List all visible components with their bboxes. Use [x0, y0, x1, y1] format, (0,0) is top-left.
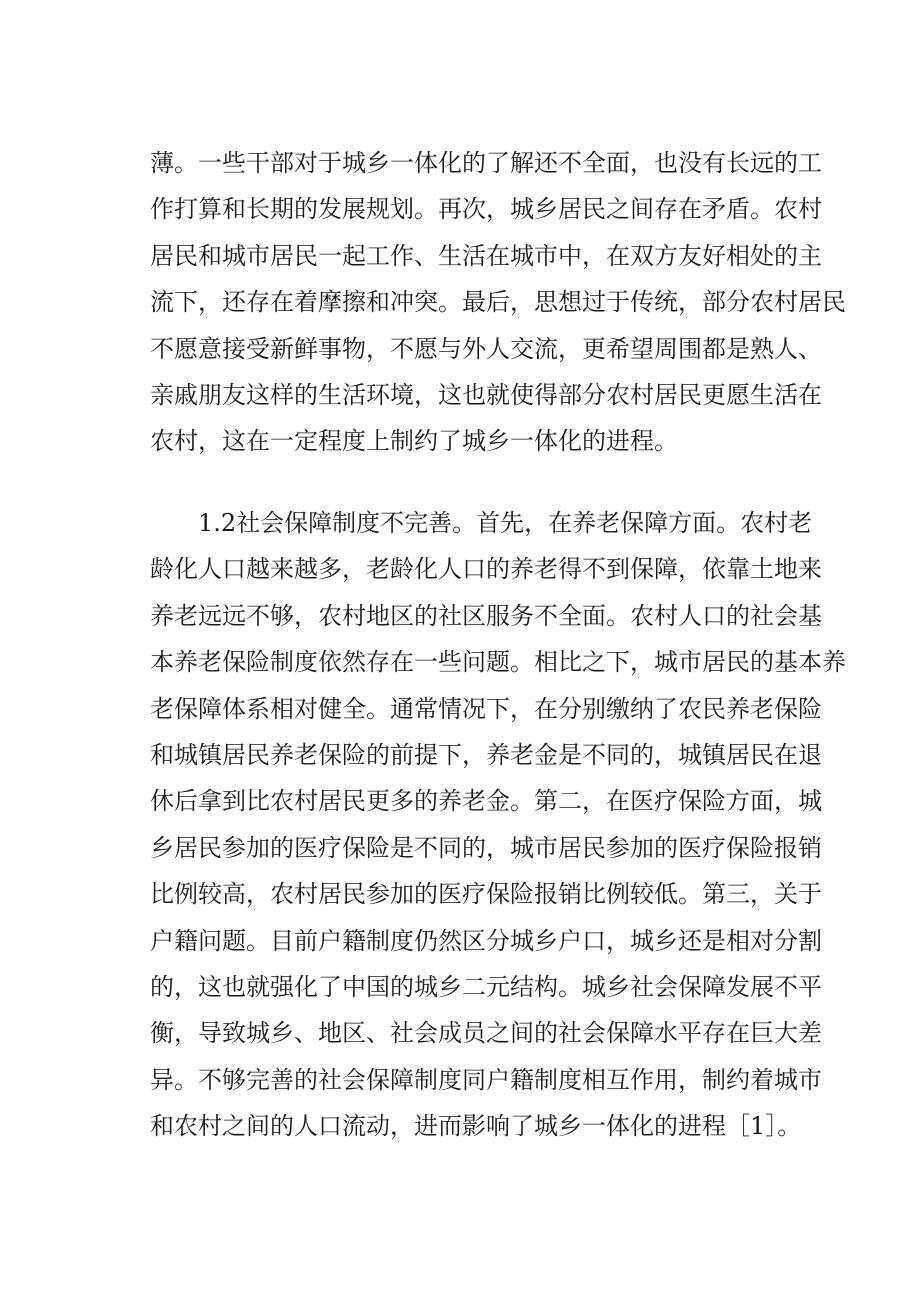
- text-line: 老保障体系相对健全。通常情况下，在分别缴纳了农民养老保险: [150, 694, 822, 723]
- text-line: 乡居民参加的医疗保险是不同的，城市居民参加的医疗保险报销: [150, 833, 822, 862]
- text-line: 作打算和长期的发展规划。再次，城乡居民之间存在矛盾。农村: [150, 195, 822, 224]
- text-line: 和农村之间的人口流动，进而影响了城乡一体化的进程［1］。: [150, 1112, 802, 1141]
- text-line: 衡，导致城乡、地区、社会成员之间的社会保障水平存在巨大差: [150, 1019, 822, 1048]
- text-line: 异。不够完善的社会保障制度同户籍制度相互作用，制约着城市: [150, 1065, 822, 1094]
- text-line: 休后拿到比农村居民更多的养老金。第二，在医疗保险方面，城: [150, 787, 822, 816]
- section-heading-line: 1.2社会保障制度不完善。首先，在养老保障方面。农村老: [198, 509, 813, 537]
- text-line: 薄。一些干部对于城乡一体化的了解还不全面，也没有长远的工: [150, 149, 822, 177]
- text-line: 比例较高，农村居民参加的医疗保险报销比例较低。第三，关于: [150, 880, 822, 909]
- text-line: 流下，还存在着摩擦和冲突。最后，思想过于传统，部分农村居民: [150, 288, 846, 317]
- text-line: 居民和城市居民一起工作、生活在城市中，在双方友好相处的主: [150, 241, 822, 270]
- paragraph-urban-rural-issues: [150, 140, 846, 465]
- text-line: 龄化人口越来越多，老龄化人口的养老得不到保障，依靠土地来: [150, 555, 822, 584]
- text-line: 户籍问题。目前户籍制度仍然区分城乡户口，城乡还是相对分割: [150, 926, 822, 955]
- text-line: 亲戚朋友这样的生活环境，这也就使得部分农村居民更愿生活在: [150, 380, 822, 409]
- text-line: 的，这也就强化了中国的城乡二元结构。城乡社会保障发展不平: [150, 972, 822, 1001]
- text-line: 农村，这在一定程度上制约了城乡一体化的进程。: [150, 427, 678, 456]
- text-line: 和城镇居民养老保险的前提下，养老金是不同的，城镇居民在退: [150, 740, 822, 769]
- text-line: 不愿意接受新鲜事物，不愿与外人交流，更希望周围都是熟人、: [150, 334, 822, 363]
- text-line: 本养老保险制度依然存在一些问题。相比之下，城市居民的基本养: [150, 648, 846, 677]
- paragraph-social-security: [150, 500, 846, 1149]
- text-line: 养老远远不够，农村地区的社区服务不全面。农村人口的社会基: [150, 601, 822, 630]
